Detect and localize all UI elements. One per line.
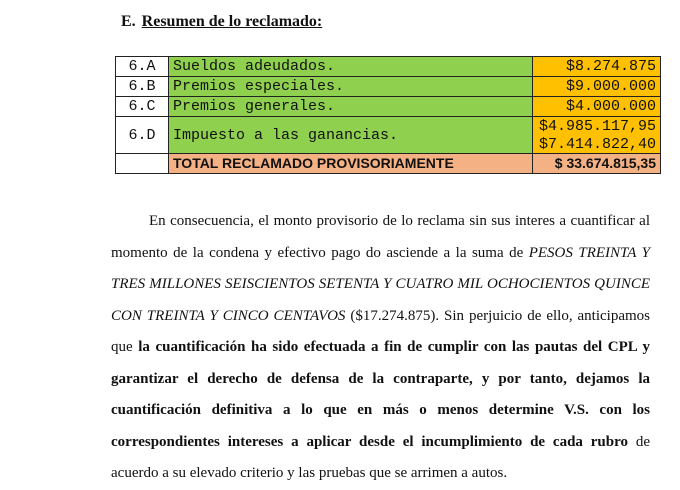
row-amount: $4.000.000 xyxy=(533,97,661,117)
table-row xyxy=(116,117,661,154)
row-code: 6.C xyxy=(116,97,169,117)
emphasized-text: la cuantificación ha sido efectuada a fin de cumplir con las pautas del CPL y garantizar el derecho de defensa de la contraparte, y por tanto, dejamos la cuantificación definitiva a lo que en más o menos determine V.S. con los correspondientes intereses a aplicar desde el incumplimiento de cada rubro xyxy=(111,339,650,450)
section-title: Resumen de lo reclamado: xyxy=(141,13,323,30)
row-description: Premios generales. xyxy=(169,97,533,117)
total-label: TOTAL RECLAMADO PROVISORIAMENTE xyxy=(169,154,533,174)
row-code: 6.A xyxy=(116,57,169,77)
row-code: 6.D xyxy=(116,117,169,154)
amount-in-words: PESOS TREINTA Y TRES MILLONES SEISCIENTOS SETENTA Y CUATRO MIL OCHOCIENTOS QUINCE CON TREINTA Y CINCO CENTAVOS xyxy=(111,244,650,324)
section-heading xyxy=(121,13,322,31)
total-amount: $ 33.674.815,35 xyxy=(533,154,661,174)
row-amount: $7.414.822,40 xyxy=(538,136,656,153)
row-amount: $4.985.117,95 xyxy=(538,118,656,135)
table-row xyxy=(116,57,661,77)
claims-summary-table xyxy=(115,56,661,174)
section-letter: E. xyxy=(121,13,136,30)
paragraph-text-1: En consecuencia, el monto provisorio de lo reclama sin sus interes a cuantificar al momento de la condena y efectivo pago do asciende a la suma de xyxy=(111,213,650,261)
row-code: 6.B xyxy=(116,77,169,97)
total-code-cell xyxy=(116,154,169,174)
consequence-paragraph xyxy=(111,206,650,490)
row-description: Premios especiales. xyxy=(169,77,533,97)
row-description: Impuesto a las ganancias. xyxy=(169,117,533,154)
row-amount: $8.274.875 xyxy=(533,57,661,77)
row-amount-group xyxy=(533,117,661,154)
paragraph-text-2: ($17.274.875). Sin perjuicio de ello, anticipamos que xyxy=(111,307,650,355)
row-amount: $9.000.000 xyxy=(533,77,661,97)
paragraph-text-3: de acuerdo a su elevado criterio y las pruebas que se arrimen a autos. xyxy=(111,433,650,481)
row-description: Sueldos adeudados. xyxy=(169,57,533,77)
table-row xyxy=(116,97,661,117)
table-row xyxy=(116,77,661,97)
total-row xyxy=(116,154,661,174)
